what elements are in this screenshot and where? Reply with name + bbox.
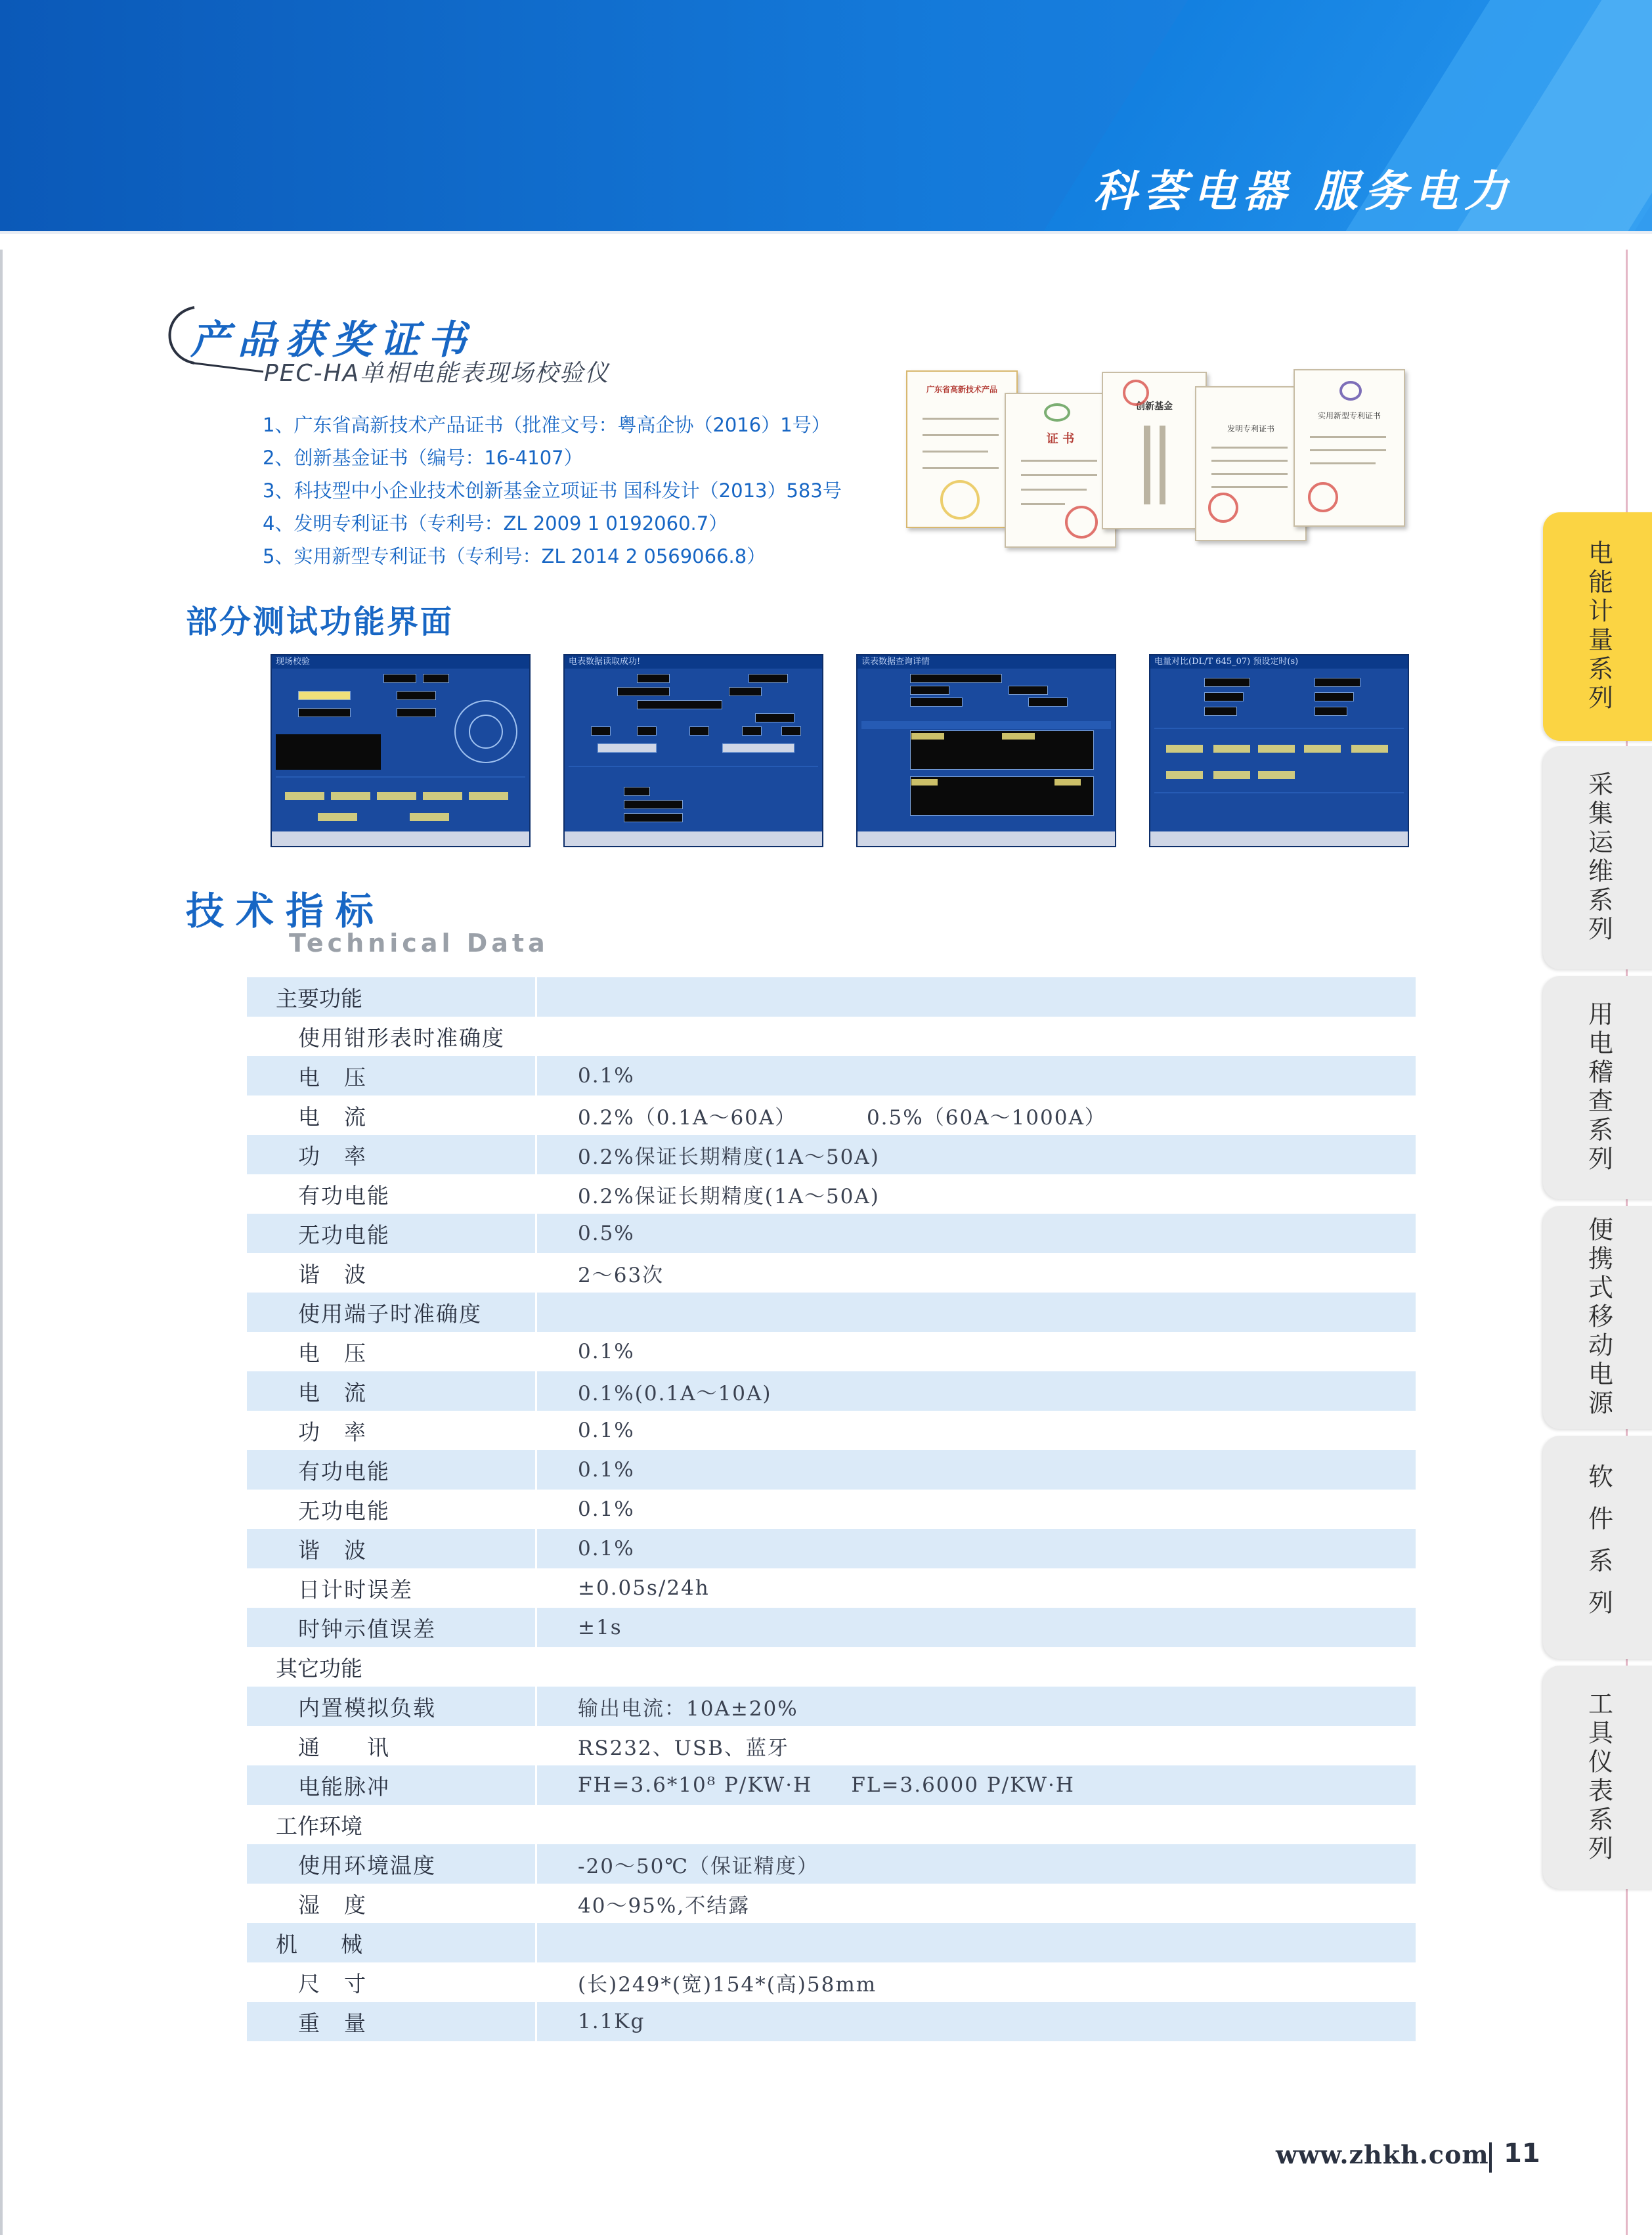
- interface-screenshot: [856, 654, 1116, 847]
- award-item: 4、发明专利证书（专利号：ZL 2009 1 0192060.7）: [263, 512, 728, 535]
- spec-row: [247, 1411, 1416, 1450]
- spec-row: [247, 1687, 1416, 1726]
- award-item: 2、创新基金证书（编号：16-4107）: [263, 447, 583, 469]
- spec-label: 主要功能: [247, 977, 537, 1017]
- side-tab-label: 软件系列: [1584, 1463, 1613, 1631]
- spec-value: 0.1%: [578, 1497, 635, 1521]
- interface-screenshot: [1149, 654, 1409, 847]
- side-tab-power-bank[interactable]: [1543, 1206, 1652, 1429]
- spec-value: (长)249*(宽)154*(高)58mm: [578, 1972, 877, 1997]
- spec-label: 电 流: [247, 1095, 537, 1135]
- spec-label: 使用钳形表时准确度: [247, 1017, 537, 1056]
- spec-row: [247, 1095, 1416, 1135]
- spec-value: [537, 1293, 1416, 1332]
- certificate-image: [1195, 386, 1307, 541]
- spec-label: 无功电能: [247, 1490, 537, 1529]
- spec-row: [247, 1726, 1416, 1765]
- award-item: 3、科技型中小企业技术创新基金立项证书 国科发计（2013）583号: [263, 479, 842, 502]
- spec-row: [247, 1017, 1416, 1056]
- spec-row: [247, 1135, 1416, 1174]
- spec-value: 0.1%: [578, 1064, 635, 1088]
- spec-row: [247, 1253, 1416, 1293]
- tech-section-subtitle: Technical Data: [289, 929, 549, 958]
- award-list: [263, 409, 842, 573]
- spec-label: 尺 寸: [247, 1962, 537, 2002]
- spec-label: 功 率: [247, 1135, 537, 1174]
- spec-section-row: [247, 1923, 1416, 1962]
- spec-value: 0.1%: [578, 1340, 635, 1363]
- side-tab-label: 用电稽查系列: [1584, 1001, 1613, 1174]
- spec-label: 有功电能: [247, 1174, 537, 1214]
- spec-label: 谐 波: [247, 1253, 537, 1293]
- spec-section-row: [247, 1805, 1416, 1844]
- spec-row: [247, 1214, 1416, 1253]
- spec-value: 0.2%保证长期精度(1A～50A): [578, 1184, 880, 1208]
- spec-row: [247, 1293, 1416, 1332]
- screen-title-bar: 读表数据查询详情: [858, 655, 1115, 669]
- spec-value: -20～50℃（保证精度）: [578, 1854, 819, 1878]
- spec-label: 功 率: [247, 1411, 537, 1450]
- spec-value: 1.1Kg: [578, 2010, 645, 2033]
- spec-label: 使用端子时准确度: [247, 1293, 537, 1332]
- spec-section-row: [247, 1647, 1416, 1687]
- spec-label: 有功电能: [247, 1450, 537, 1490]
- side-tab-metering[interactable]: [1543, 512, 1652, 741]
- spec-value: [537, 1805, 1416, 1844]
- header-slogan: 科荟电器 服务电力: [1093, 166, 1514, 217]
- spec-value: 0.1%: [578, 1458, 635, 1482]
- left-margin-line: [0, 250, 3, 2235]
- certificate-image: [1293, 369, 1405, 527]
- spec-label: 重 量: [247, 2002, 537, 2041]
- spec-label: 日计时误差: [247, 1568, 537, 1608]
- footer-separator: [1489, 2142, 1492, 2173]
- spec-label: 机 械: [247, 1923, 537, 1962]
- side-tab-software[interactable]: [1543, 1436, 1652, 1659]
- spec-label: 谐 波: [247, 1529, 537, 1568]
- award-section-title: 产品获奖证书: [190, 317, 474, 363]
- interface-section-title: 部分测试功能界面: [186, 604, 454, 640]
- side-tab-tools[interactable]: [1543, 1666, 1652, 1889]
- spec-value: 0.1%: [578, 1419, 635, 1442]
- spec-row: [247, 1844, 1416, 1884]
- spec-row: [247, 1371, 1416, 1411]
- spec-row: [247, 1174, 1416, 1214]
- footer-url[interactable]: www.zhkh.com: [1276, 2140, 1489, 2169]
- spec-value: 输出电流：10A±20%: [578, 1696, 798, 1721]
- spec-label: 内置模拟负载: [247, 1687, 537, 1726]
- spec-row: [247, 1056, 1416, 1095]
- interface-screenshot: [563, 654, 823, 847]
- spec-label: 湿 度: [247, 1884, 537, 1923]
- spec-value: 40～95%,不结露: [578, 1893, 750, 1918]
- page-header: [0, 0, 1652, 231]
- award-item: 5、实用新型专利证书（专利号：ZL 2014 2 0569066.8）: [263, 545, 766, 567]
- spec-value: [537, 977, 1416, 1017]
- spec-value: ±0.05s/24h: [578, 1576, 710, 1600]
- screen-title-bar: 现场校验: [272, 655, 529, 669]
- spec-value: 0.2%（0.1A～60A） 0.5%（60A～1000A）: [578, 1105, 1106, 1130]
- spec-value: 0.1%(0.1A～10A): [578, 1381, 772, 1405]
- certificate-title: 实用新型专利证书: [1317, 411, 1381, 420]
- certificate-title: 广东省高新技术产品: [926, 385, 997, 394]
- spec-section-row: [247, 977, 1416, 1017]
- spec-label: 工作环境: [247, 1805, 537, 1844]
- side-tab-label: 便携式移动电源: [1584, 1216, 1613, 1419]
- spec-label: 电 流: [247, 1371, 537, 1411]
- spec-label: 通 讯: [247, 1726, 537, 1765]
- side-tab-label: 电能计量系列: [1584, 540, 1613, 713]
- certificate-title: 创新基金: [1136, 401, 1173, 412]
- spec-value: 0.2%保证长期精度(1A～50A): [578, 1145, 880, 1169]
- spec-row: [247, 1332, 1416, 1371]
- spec-label: 电能脉冲: [247, 1765, 537, 1805]
- spec-row: [247, 1450, 1416, 1490]
- spec-table: [247, 977, 1416, 2041]
- interface-screenshot: [271, 654, 531, 847]
- screen-title-bar: 电表数据读取成功!: [565, 655, 822, 669]
- spec-row: [247, 1490, 1416, 1529]
- certificate-images: [906, 360, 1405, 557]
- spec-label: 电 压: [247, 1332, 537, 1371]
- award-section-subtitle: PEC-HA单相电能表现场校验仪: [264, 360, 610, 387]
- certificate-title: 证 书: [1046, 432, 1075, 446]
- spec-label: 无功电能: [247, 1214, 537, 1253]
- spec-row: [247, 1765, 1416, 1805]
- header-divider: [0, 231, 1652, 234]
- spec-row: [247, 1608, 1416, 1647]
- spec-label: 其它功能: [247, 1647, 537, 1687]
- side-tab-label: 工具仪表系列: [1584, 1691, 1613, 1864]
- spec-label: 使用环境温度: [247, 1844, 537, 1884]
- spec-value: ±1s: [578, 1616, 622, 1639]
- spec-value: 2～63次: [578, 1263, 664, 1287]
- tech-section-title: 技术指标: [186, 889, 386, 933]
- spec-value: [537, 1647, 1416, 1687]
- spec-row: [247, 2002, 1416, 2041]
- side-tab-label: 采集运维系列: [1584, 771, 1613, 944]
- page-number: 11: [1504, 2138, 1540, 2169]
- spec-value: 0.1%: [578, 1537, 635, 1560]
- spec-row: [247, 1884, 1416, 1923]
- certificate-image: [1005, 393, 1116, 548]
- award-item: 1、广东省高新技术产品证书（批准文号：粤高企协（2016）1号）: [263, 414, 831, 436]
- certificate-image: [906, 370, 1018, 528]
- screen-title-bar: 电量对比(DL/T 645_07) 预设定时(s): [1150, 655, 1408, 669]
- spec-row: [247, 1568, 1416, 1608]
- spec-row: [247, 1962, 1416, 2002]
- spec-value: 0.5%: [578, 1222, 635, 1245]
- spec-row: [247, 1529, 1416, 1568]
- spec-value: RS232、USB、蓝牙: [578, 1736, 789, 1760]
- spec-value: [537, 1017, 1416, 1056]
- spec-label: 电 压: [247, 1056, 537, 1095]
- certificate-title: 发明专利证书: [1227, 424, 1274, 433]
- side-tab-maintenance[interactable]: [1543, 746, 1652, 969]
- spec-value: FH=3.6*10⁸ P/KW·H FL=3.6000 P/KW·H: [578, 1773, 1075, 1797]
- spec-label: 时钟示值误差: [247, 1608, 537, 1647]
- certificate-image: [1102, 372, 1207, 529]
- side-tab-inspection[interactable]: [1543, 976, 1652, 1199]
- spec-value: [537, 1923, 1416, 1962]
